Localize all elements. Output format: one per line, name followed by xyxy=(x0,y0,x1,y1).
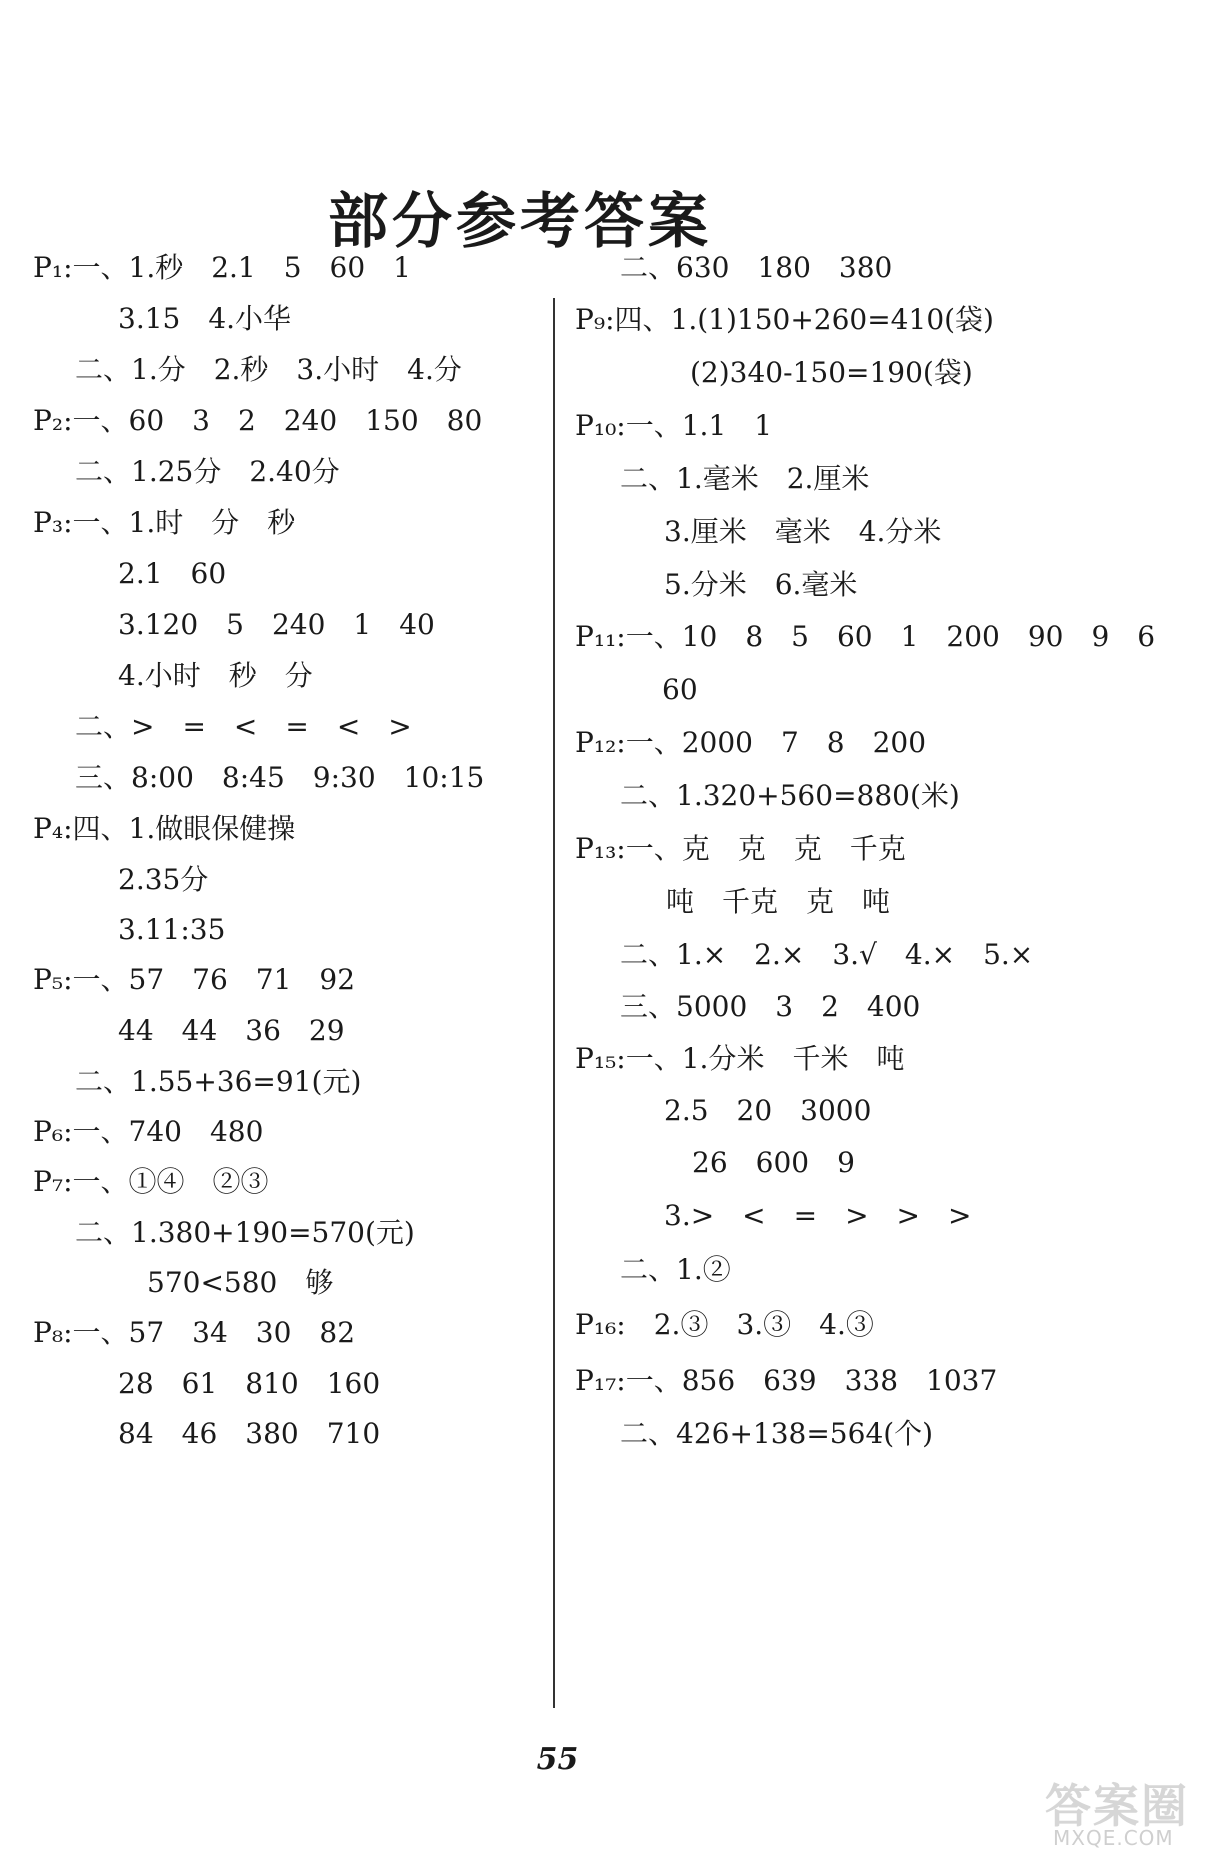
answer-line: 二、1.② xyxy=(620,1253,731,1286)
answer-line: 28 61 810 160 xyxy=(118,1367,381,1400)
answer-line: 44 44 36 29 xyxy=(118,1014,345,1047)
answer-line: 2.35分 xyxy=(118,863,209,896)
watermark-url: MXQE.COM xyxy=(1053,1826,1174,1850)
page-title: 部分参考答案 xyxy=(328,187,712,257)
answer-line: 二、426+138=564(个) xyxy=(620,1417,934,1450)
answer-line: 84 46 380 710 xyxy=(118,1417,381,1450)
answer-line: 2.5 20 3000 xyxy=(664,1094,872,1127)
answer-line: 二、> = < = < > xyxy=(75,710,412,743)
watermark xyxy=(1045,1770,1215,1850)
answer-line: P₇:一、①④ ②③ xyxy=(33,1165,269,1198)
answer-line: 二、1.380+190=570(元) xyxy=(75,1216,415,1249)
answer-line: 二、630 180 380 xyxy=(620,251,893,284)
answer-line: 3.11:35 xyxy=(118,913,226,946)
answer-line: 二、1.25分 2.40分 xyxy=(75,455,340,488)
answer-line: 二、1.× 2.× 3.√ 4.× 5.× xyxy=(620,938,1034,971)
page-number: 55 xyxy=(536,1742,579,1777)
answer-line: P₁₇:一、856 639 338 1037 xyxy=(575,1364,998,1397)
answer-line: P₁₂:一、2000 7 8 200 xyxy=(575,726,927,759)
answer-line: 吨 千克 克 吨 xyxy=(666,885,891,918)
answer-line: P₆:一、740 480 xyxy=(33,1115,264,1148)
answer-line: 3.厘米 毫米 4.分米 xyxy=(664,515,942,548)
answer-line: 2.1 60 xyxy=(118,557,227,590)
watermark-logo-text: 答案圈 xyxy=(1045,1779,1189,1833)
answer-line: P₅:一、57 76 71 92 xyxy=(33,963,356,996)
answer-line: P₂:一、60 3 2 240 150 80 xyxy=(33,404,483,437)
answer-line: 60 xyxy=(662,673,698,706)
answer-line: 4.小时 秒 分 xyxy=(118,659,313,692)
answer-line: P₉:四、1.(1)150+260=410(袋) xyxy=(575,303,994,336)
answer-line: 三、5000 3 2 400 xyxy=(620,990,921,1023)
answer-line: P₁:一、1.秒 2.1 5 60 1 xyxy=(33,251,412,284)
answer-line: 二、1.分 2.秒 3.小时 4.分 xyxy=(75,353,462,386)
column-divider xyxy=(553,298,555,1708)
answer-line: 3.> < = > > > xyxy=(664,1199,972,1232)
answer-line: P₁₁:一、10 8 5 60 1 200 90 9 6 xyxy=(575,620,1156,653)
answer-line: 5.分米 6.毫米 xyxy=(664,568,858,601)
answer-line: P₁₆: 2.③ 3.③ 4.③ xyxy=(575,1308,874,1341)
answer-line: 二、1.毫米 2.厘米 xyxy=(620,462,870,495)
answer-line: 570<580 够 xyxy=(147,1266,334,1299)
answer-line: P₁₃:一、克 克 克 千克 xyxy=(575,832,906,865)
answer-line: P₄:四、1.做眼保健操 xyxy=(33,812,296,845)
answer-line: P₈:一、57 34 30 82 xyxy=(33,1316,356,1349)
answer-line: P₁₅:一、1.分米 千米 吨 xyxy=(575,1042,905,1075)
answer-line: 二、1.320+560=880(米) xyxy=(620,779,960,812)
answer-line: 3.120 5 240 1 40 xyxy=(118,608,435,641)
answer-line: 二、1.55+36=91(元) xyxy=(75,1065,362,1098)
answer-line: (2)340-150=190(袋) xyxy=(690,356,973,389)
answer-line: P₃:一、1.时 分 秒 xyxy=(33,506,296,539)
answer-line: 26 600 9 xyxy=(692,1146,855,1179)
answer-line: 三、8:00 8:45 9:30 10:15 xyxy=(75,761,485,794)
answer-line: 3.15 4.小华 xyxy=(118,302,292,335)
answer-line: P₁₀:一、1.1 1 xyxy=(575,409,773,442)
